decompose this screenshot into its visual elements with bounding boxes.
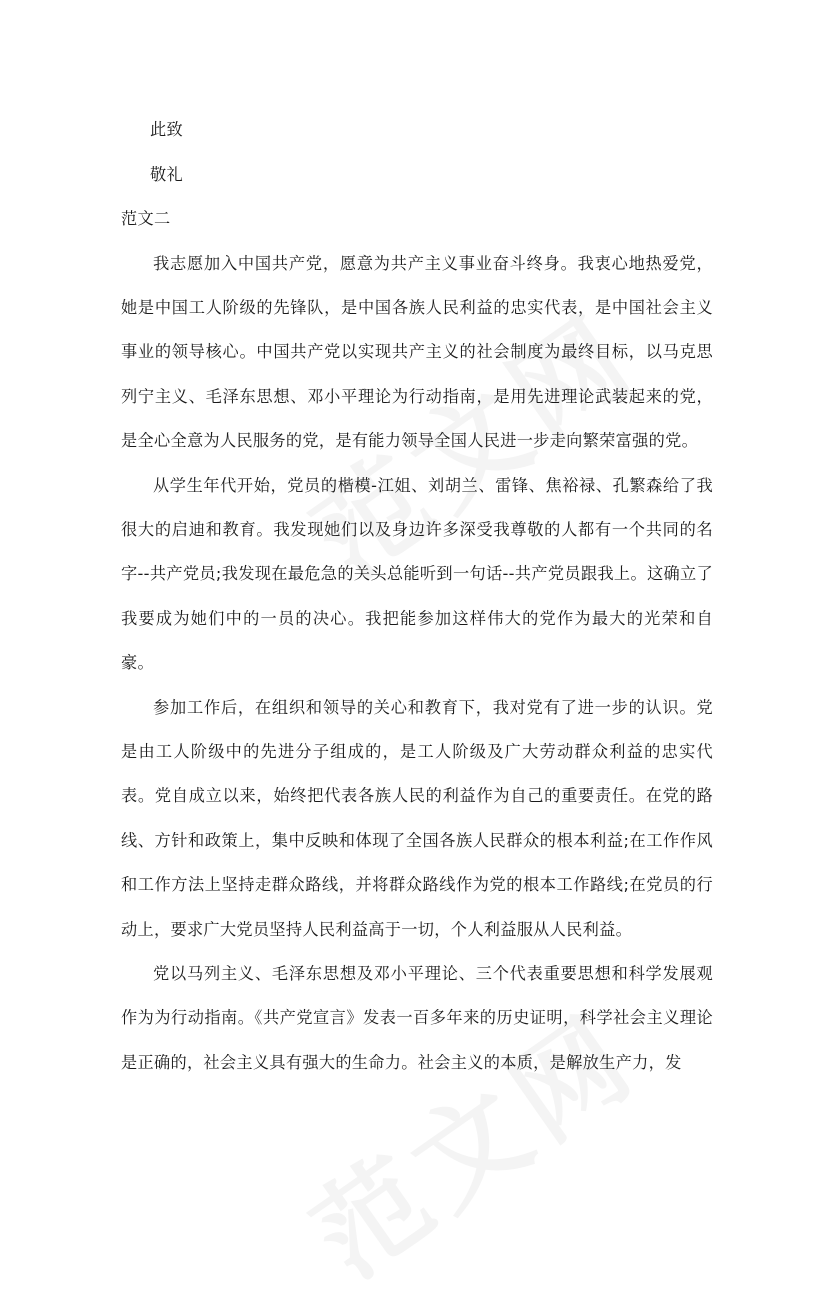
closing-regards: 敬礼 <box>150 164 183 184</box>
paragraph: 参加工作后，在组织和领导的关心和教育下，我对党有了进一步的认识。党是由工人阶级中的先进分子组成的，是工人阶级及广大劳动群众利益的忠实代表。党自成立以来，始终把代表各族人民的利益作为自己的重要责任。在党的路线、方针和政策上，集中反映和体现了全国各族人民群众的根本利益;在工作作风和工作方法上坚持走群众路线，并将群众路线作为党的根本工作路线;在党员的行动上，要求广大党员坚持人民利益高于一切，个人利益服从人民利益。 <box>121 697 713 939</box>
closing-salutation: 此致 <box>150 120 183 139</box>
section-heading: 范文二 <box>121 209 171 228</box>
document-body <box>121 108 713 1085</box>
paragraph: 我志愿加入中国共产党，愿意为共产主义事业奋斗终身。我衷心地热爱党，她是中国工人阶级的先锋队，是中国各族人民利益的忠实代表，是中国社会主义事业的领导核心。中国共产党以实现共产主义的社会制度为最终目标，以马克思列宁主义、毛泽东思想、邓小平理论为行动指南，是用先进理论武装起来的党，是全心全意为人民服务的党，是有能力领导全国人民进一步走向繁荣富强的党。 <box>121 253 713 451</box>
paragraph: 党以马列主义、毛泽东思想及邓小平理论、三个代表重要思想和科学发展观作为为行动指南。《共产党宣言》发表一百多年来的历史证明，科学社会主义理论是正确的，社会主义具有强大的生命力。社会主义的本质，是解放生产力，发 <box>121 964 713 1072</box>
paragraph: 从学生年代开始，党员的楷模-江姐、刘胡兰、雷锋、焦裕禄、孔繁森给了我很大的启迪和教育。我发现她们以及身边许多深受我尊敬的人都有一个共同的名字--共产党员;我发现在最危急的关头总能听到一句话--共产党员跟我上。这确立了我要成为她们中的一员的决心。我把能参加这样伟大的党作为最大的光荣和自豪。 <box>121 475 713 673</box>
